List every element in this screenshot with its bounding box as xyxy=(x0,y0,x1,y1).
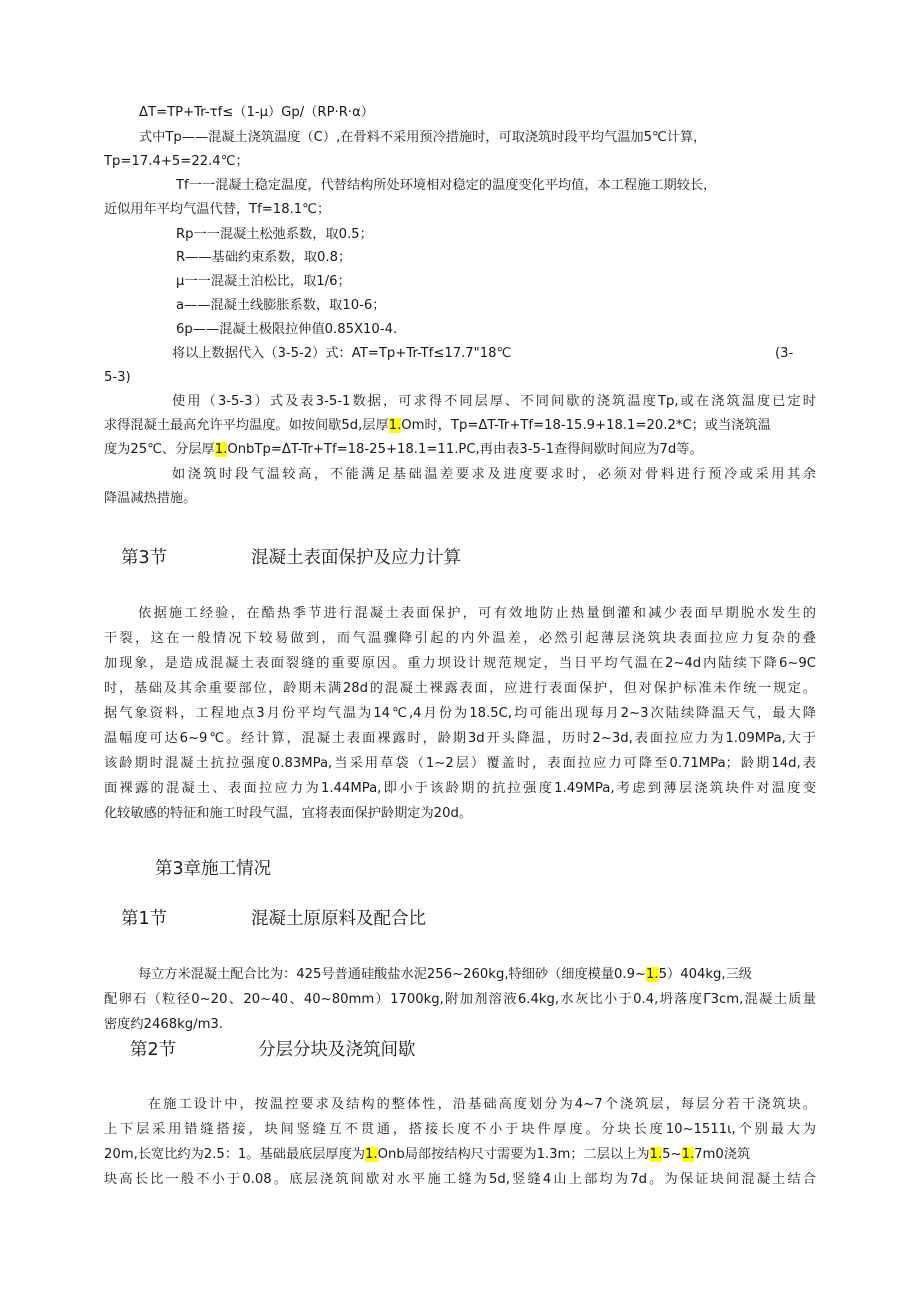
highlight: 1. xyxy=(214,442,228,457)
paragraph-line: 如浇筑时段气温较高，不能满足基础温差要求及进度要求时，必须对骨料进行预冷或采用其余 xyxy=(172,467,816,482)
paragraph-line: 依据施工经验，在酷热季节进行混凝土表面保护，可有效地防止热量倒灌和减少表面早期脱水发生的 xyxy=(138,606,816,621)
section-number: 第1节 xyxy=(121,909,168,929)
paragraph-line: 干裂，这在一般情况下较易做到，而气温骤降引起的内外温差，必然引起薄层浇筑块表面拉应力复杂的叠 xyxy=(104,631,816,646)
highlight: 1. xyxy=(388,418,402,433)
r-definition: R——基础约束系数，取0.8； xyxy=(176,250,352,265)
tp-definition: 式中Tp——混凝土浇筑温度（C）,在骨料不采用预冷措施时，可取浇筑时段平均气温加5℃计算， xyxy=(139,130,707,145)
equation-ref-b: 5-3) xyxy=(104,370,131,385)
section-title: 分层分块及浇筑间歇 xyxy=(258,1040,416,1060)
paragraph-line: 面裸露的混凝土、表面拉应力为1.44MPa,即小于该龄期的抗拉强度1.49MPa,考虑到薄层浇筑块件对温度变 xyxy=(104,781,816,796)
tf-definition: Tf一一混凝土稳定温度，代替结构所处环境相对稳定的温度变化平均值，本工程施工期较长， xyxy=(176,178,717,193)
paragraph-line: 每立方米混凝土配合比为：425号普通硅酸盐水泥256~260kg,特细砂（细度模量0.9~1.5）404kg,三级 xyxy=(138,967,752,982)
section-title: 混凝土表面保护及应力计算 xyxy=(251,548,461,568)
paragraph-line: 据气象资料，工程地点3月份平均气温为14℃,4月份为18.5C,均可能出现每月2~3次陆续降温天气，最大降 xyxy=(104,706,816,721)
mu-definition: μ一一混凝土泊松比，取1/6； xyxy=(176,274,351,289)
paragraph-line: 使用（3-5-3）式及表3-5-1数据，可求得不同层厚、不同间歇的浇筑温度Tp,或在浇筑温度已定时 xyxy=(172,394,816,409)
section-number: 第3节 xyxy=(121,548,168,568)
highlight: 1. xyxy=(365,1147,378,1162)
paragraph-line: 上下层采用错缝搭接，块间竖缝互不贯通，搭接长度不小于块件厚度。分块长度10~1511ι,个别最大为 xyxy=(104,1122,816,1137)
paragraph-line: 求得混凝土最高允许平均温度。如按间歇5d,层厚1.Om时，Tp=ΔT-Tr+Tf=18-15.9+18.1=20.2*C；或当浇筑温 xyxy=(104,418,771,433)
paragraph-line: 20m,长宽比约为2.5：1。基础最底层厚度为1.Onb局部按结构尺寸需要为1.3m；二层以上为1.5~1.7m0浇筑 xyxy=(104,1147,751,1162)
highlight: 1. xyxy=(681,1147,695,1162)
paragraph-line: 时，基础及其余重要部位，龄期未满28d的混凝土裸露表面，应进行表面保护，但对保护标准未作统一规定。 xyxy=(104,681,816,696)
paragraph-line: 配卵石（粒径0~20、20~40、40~80mm）1700kg,附加剂溶液6.4kg,水灰比小于0.4,坍落度Γ3cm,混凝土质量 xyxy=(104,992,816,1007)
paragraph-line: 降温减热措施。 xyxy=(104,491,197,506)
paragraph-line: 该龄期时混凝土抗拉强度0.83MPa,当采用草袋（1~2层）覆盖时，表面拉应力可降至0.71MPa；龄期14d,表 xyxy=(104,756,816,771)
paragraph-line: 度为25℃、分层厚1.OnbTp=ΔT-Tr+Tf=18-25+18.1=11.PC,再由表3-5-1查得间歇时间应为7d等。 xyxy=(104,442,703,457)
substitution-line: 将以上数据代入（3-5-2）式：AT=Tp+Tr-Tf≤17.7"18℃ xyxy=(172,346,512,361)
paragraph-line: 加现象，是造成混凝土表面裂缝的重要原因。重力坝设计规范规定，当日平均气温在2~4d内陆续下降6~9C xyxy=(104,656,816,671)
paragraph-line: 块高长比一般不小于0.08。底层浇筑间歇对水平施工缝为5d,竖缝4山上部均为7d。为保证块间混凝土结合 xyxy=(104,1172,816,1187)
equation-ref-a: (3- xyxy=(775,346,794,361)
tf-value: 近似用年平均气温代替，Tf=18.1℃； xyxy=(104,202,331,217)
tp-value: Tp=17.4+5=22.4℃； xyxy=(104,154,249,169)
paragraph-line: 温幅度可达6~9℃。经计算，混凝土表面裸露时，龄期3d开头降温，历时2~3d,表面拉应力为1.09MPa,大于 xyxy=(104,731,816,746)
rp-definition: Rp一一混凝土松弛系数，取0.5； xyxy=(176,227,373,242)
highlight: 1. xyxy=(646,967,659,982)
section-number: 第2节 xyxy=(130,1040,177,1060)
ep-definition: 6p——混凝土极限拉伸值0.85X10-4. xyxy=(176,322,398,337)
paragraph-line: 化较敏感的特征和施工时段气温，宜将表面保护龄期定为20d。 xyxy=(104,806,473,821)
chapter-title: 第3章施工情况 xyxy=(155,859,272,879)
paragraph-line: 在施工设计中，按温控要求及结构的整体性，沿基础高度划分为4~7个浇筑层，每层分若干浇筑块。 xyxy=(148,1097,816,1112)
highlight: 1. xyxy=(649,1147,663,1162)
section-title: 混凝土原原料及配合比 xyxy=(251,909,426,929)
alpha-definition: a——混凝土线膨胀系数，取10-6； xyxy=(176,298,386,313)
formula: ΔT=TP+Tr-τf≤（1-μ）Gp/（RP·R·α） xyxy=(139,105,374,120)
paragraph-line: 密度约2468kg∕m3. xyxy=(104,1017,224,1032)
